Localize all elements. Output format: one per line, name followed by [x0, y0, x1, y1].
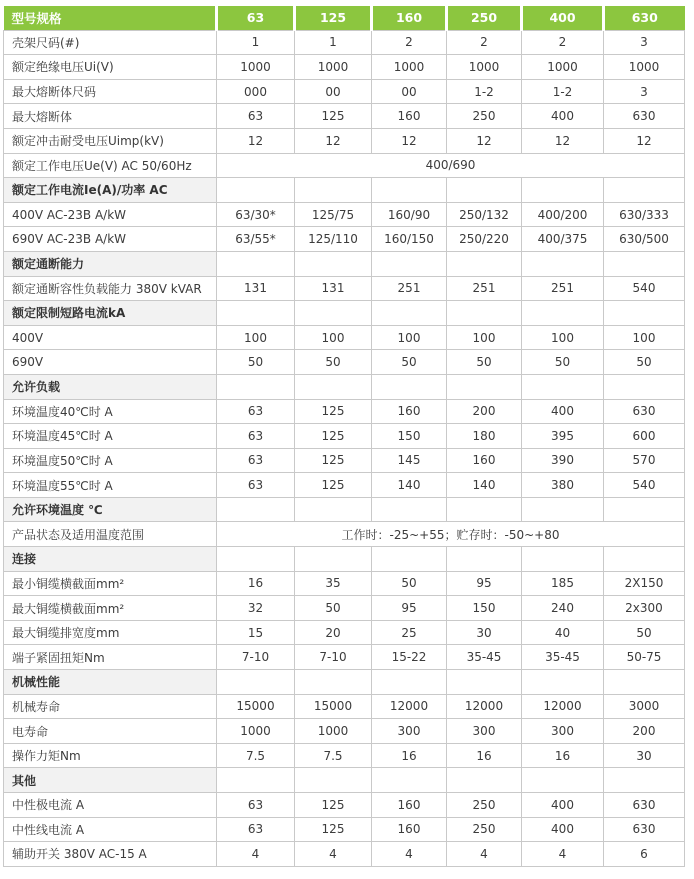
section-row: [4, 670, 685, 695]
value-cell: 35-45: [447, 645, 522, 670]
value-cell: 16: [217, 571, 295, 596]
value-cell: 125: [295, 448, 372, 473]
value-cell: 1: [217, 30, 295, 55]
table-row: [4, 325, 685, 350]
table-row: [4, 571, 685, 596]
value-cell: 400: [522, 817, 604, 842]
row-label: 操作力矩Nm: [4, 743, 217, 768]
value-cell: 16: [522, 743, 604, 768]
table-row: [4, 424, 685, 449]
value-cell: 100: [604, 325, 685, 350]
section-empty-cell: [447, 547, 522, 572]
value-cell: 50: [217, 350, 295, 375]
value-cell: 630: [604, 104, 685, 129]
value-cell: 63: [217, 448, 295, 473]
table-row: [4, 350, 685, 375]
value-cell: 250: [447, 817, 522, 842]
header-size: 630: [604, 6, 685, 30]
table-row: [4, 473, 685, 498]
section-empty-cell: [372, 178, 447, 203]
row-label: 辅助开关 380V AC-15 A: [4, 842, 217, 867]
value-cell: 1: [295, 30, 372, 55]
value-cell: 250: [447, 793, 522, 818]
value-cell: 540: [604, 473, 685, 498]
row-label: 环境温度55℃时 A: [4, 473, 217, 498]
section-empty-cell: [295, 768, 372, 793]
value-cell: 1000: [522, 55, 604, 80]
value-cell: 00: [295, 79, 372, 104]
row-label: 中性极电流 A: [4, 793, 217, 818]
value-cell: 250: [447, 104, 522, 129]
value-cell: 160: [372, 399, 447, 424]
value-cell: 6: [604, 842, 685, 867]
section-empty-cell: [604, 301, 685, 326]
value-cell: 12: [372, 128, 447, 153]
section-empty-cell: [217, 178, 295, 203]
value-cell: 35: [295, 571, 372, 596]
value-cell: 15000: [295, 694, 372, 719]
value-cell: 63: [217, 817, 295, 842]
value-cell: 380: [522, 473, 604, 498]
value-cell: 1000: [604, 55, 685, 80]
row-label: 额定通断容性负载能力 380V kVAR: [4, 276, 217, 301]
value-cell: 125: [295, 399, 372, 424]
value-cell: 12000: [447, 694, 522, 719]
value-cell: 1-2: [522, 79, 604, 104]
value-cell: 125/110: [295, 227, 372, 252]
value-cell: 400: [522, 399, 604, 424]
table-row: [4, 448, 685, 473]
value-cell: 145: [372, 448, 447, 473]
value-cell: 1-2: [447, 79, 522, 104]
section-empty-cell: [522, 670, 604, 695]
value-cell: 63/30*: [217, 202, 295, 227]
value-cell: 131: [295, 276, 372, 301]
value-cell: 1000: [217, 719, 295, 744]
table-row: [4, 743, 685, 768]
row-label: 电寿命: [4, 719, 217, 744]
row-label: 额定工作电压Ue(V) AC 50/60Hz: [4, 153, 217, 178]
table-row: [4, 104, 685, 129]
header-size: 160: [372, 6, 447, 30]
value-cell: 125: [295, 424, 372, 449]
section-empty-cell: [604, 768, 685, 793]
table-row: [4, 227, 685, 252]
row-label: 产品状态及适用温度范围: [4, 522, 217, 547]
value-cell: 131: [217, 276, 295, 301]
table-row: [4, 620, 685, 645]
section-empty-cell: [604, 670, 685, 695]
value-cell: 630/500: [604, 227, 685, 252]
value-cell: 630: [604, 817, 685, 842]
section-empty-cell: [217, 547, 295, 572]
value-cell: 12: [295, 128, 372, 153]
section-empty-cell: [372, 547, 447, 572]
table-row: [4, 79, 685, 104]
section-empty-cell: [217, 670, 295, 695]
value-cell: 15000: [217, 694, 295, 719]
value-cell: 12: [604, 128, 685, 153]
value-cell: 100: [295, 325, 372, 350]
section-title: 额定限制短路电流kA: [4, 301, 217, 326]
value-cell: 3: [604, 30, 685, 55]
value-cell: 95: [372, 596, 447, 621]
row-label: 400V AC-23B A/kW: [4, 202, 217, 227]
section-empty-cell: [447, 301, 522, 326]
table-row: [4, 128, 685, 153]
table-row: [4, 55, 685, 80]
section-empty-cell: [447, 670, 522, 695]
value-cell: 7-10: [295, 645, 372, 670]
section-empty-cell: [447, 497, 522, 522]
table-row: [4, 719, 685, 744]
row-label: 环境温度45℃时 A: [4, 424, 217, 449]
value-cell: 63/55*: [217, 227, 295, 252]
value-cell: 160: [372, 793, 447, 818]
row-label: 机械寿命: [4, 694, 217, 719]
value-cell: 00: [372, 79, 447, 104]
value-cell: 125: [295, 104, 372, 129]
value-cell: 12: [217, 128, 295, 153]
value-cell: 160: [372, 104, 447, 129]
value-cell: 50: [604, 620, 685, 645]
value-cell: 12000: [522, 694, 604, 719]
value-cell: 12000: [372, 694, 447, 719]
value-cell: 630: [604, 399, 685, 424]
value-cell: 12: [447, 128, 522, 153]
value-cell: 570: [604, 448, 685, 473]
value-cell: 185: [522, 571, 604, 596]
section-empty-cell: [522, 251, 604, 276]
value-cell: 630/333: [604, 202, 685, 227]
section-empty-cell: [522, 178, 604, 203]
section-empty-cell: [217, 374, 295, 399]
value-cell: 300: [372, 719, 447, 744]
value-cell: 100: [372, 325, 447, 350]
section-empty-cell: [217, 251, 295, 276]
header-size: 400: [522, 6, 604, 30]
value-cell: 63: [217, 424, 295, 449]
section-row: [4, 497, 685, 522]
value-cell: 4: [522, 842, 604, 867]
section-row: [4, 547, 685, 572]
section-empty-cell: [604, 497, 685, 522]
value-cell: 15-22: [372, 645, 447, 670]
section-empty-cell: [447, 768, 522, 793]
merged-value-cell: 400/690: [217, 153, 685, 178]
value-cell: 140: [372, 473, 447, 498]
section-empty-cell: [522, 768, 604, 793]
value-cell: 400/200: [522, 202, 604, 227]
row-label: 最大熔断体尺码: [4, 79, 217, 104]
value-cell: 50: [522, 350, 604, 375]
section-empty-cell: [295, 301, 372, 326]
section-empty-cell: [522, 497, 604, 522]
section-title: 额定工作电流Ie(A)/功率 AC: [4, 178, 217, 203]
section-row: [4, 251, 685, 276]
section-empty-cell: [295, 547, 372, 572]
merged-value-cell: 工作时：-25~+55；贮存时：-50~+80: [217, 522, 685, 547]
value-cell: 100: [522, 325, 604, 350]
value-cell: 63: [217, 473, 295, 498]
value-cell: 400: [522, 793, 604, 818]
value-cell: 125/75: [295, 202, 372, 227]
row-label: 环境温度40℃时 A: [4, 399, 217, 424]
row-label: 环境温度50℃时 A: [4, 448, 217, 473]
table-row: [4, 202, 685, 227]
value-cell: 2: [447, 30, 522, 55]
row-label: 壳架尺码(#): [4, 30, 217, 55]
value-cell: 395: [522, 424, 604, 449]
section-empty-cell: [604, 251, 685, 276]
value-cell: 160: [447, 448, 522, 473]
section-empty-cell: [217, 768, 295, 793]
value-cell: 150: [447, 596, 522, 621]
value-cell: 400: [522, 104, 604, 129]
value-cell: 180: [447, 424, 522, 449]
table-row: [4, 793, 685, 818]
row-label: 最大铜缆排宽度mm: [4, 620, 217, 645]
value-cell: 12: [522, 128, 604, 153]
value-cell: 1000: [295, 719, 372, 744]
section-empty-cell: [447, 251, 522, 276]
value-cell: 4: [295, 842, 372, 867]
value-cell: 20: [295, 620, 372, 645]
specification-table-body: [4, 6, 685, 866]
row-label: 端子紧固扭矩Nm: [4, 645, 217, 670]
section-row: [4, 178, 685, 203]
value-cell: 50: [447, 350, 522, 375]
value-cell: 160: [372, 817, 447, 842]
section-empty-cell: [217, 301, 295, 326]
value-cell: 390: [522, 448, 604, 473]
section-row: [4, 301, 685, 326]
section-title: 允许负载: [4, 374, 217, 399]
value-cell: 50: [295, 350, 372, 375]
value-cell: 125: [295, 817, 372, 842]
header-size: 125: [295, 6, 372, 30]
section-empty-cell: [295, 374, 372, 399]
value-cell: 250/220: [447, 227, 522, 252]
section-empty-cell: [372, 374, 447, 399]
section-empty-cell: [372, 497, 447, 522]
value-cell: 7-10: [217, 645, 295, 670]
value-cell: 1000: [447, 55, 522, 80]
value-cell: 1000: [295, 55, 372, 80]
value-cell: 63: [217, 793, 295, 818]
value-cell: 3: [604, 79, 685, 104]
value-cell: 7.5: [295, 743, 372, 768]
specification-table: [3, 6, 685, 867]
value-cell: 32: [217, 596, 295, 621]
value-cell: 63: [217, 104, 295, 129]
value-cell: 140: [447, 473, 522, 498]
value-cell: 400/375: [522, 227, 604, 252]
table-row: [4, 153, 685, 178]
value-cell: 100: [447, 325, 522, 350]
row-label: 额定冲击耐受电压Uimp(kV): [4, 128, 217, 153]
value-cell: 2X150: [604, 571, 685, 596]
section-empty-cell: [447, 374, 522, 399]
value-cell: 4: [217, 842, 295, 867]
value-cell: 2x300: [604, 596, 685, 621]
section-empty-cell: [372, 768, 447, 793]
section-title: 允许环境温度 ℃: [4, 497, 217, 522]
section-title: 连接: [4, 547, 217, 572]
row-label: 中性线电流 A: [4, 817, 217, 842]
value-cell: 1000: [217, 55, 295, 80]
value-cell: 251: [522, 276, 604, 301]
table-row: [4, 30, 685, 55]
value-cell: 000: [217, 79, 295, 104]
row-label: 400V: [4, 325, 217, 350]
value-cell: 95: [447, 571, 522, 596]
value-cell: 240: [522, 596, 604, 621]
value-cell: 251: [372, 276, 447, 301]
table-row: [4, 276, 685, 301]
table-row: [4, 694, 685, 719]
value-cell: 150: [372, 424, 447, 449]
row-label: 690V: [4, 350, 217, 375]
section-empty-cell: [604, 374, 685, 399]
section-empty-cell: [522, 547, 604, 572]
section-empty-cell: [295, 178, 372, 203]
header-row: [4, 6, 685, 30]
value-cell: 30: [447, 620, 522, 645]
value-cell: 50: [372, 571, 447, 596]
section-empty-cell: [447, 178, 522, 203]
row-label: 最大铜缆横截面mm²: [4, 596, 217, 621]
section-empty-cell: [372, 301, 447, 326]
row-label: 690V AC-23B A/kW: [4, 227, 217, 252]
section-title: 机械性能: [4, 670, 217, 695]
value-cell: 4: [447, 842, 522, 867]
value-cell: 160/150: [372, 227, 447, 252]
table-row: [4, 522, 685, 547]
value-cell: 3000: [604, 694, 685, 719]
value-cell: 250/132: [447, 202, 522, 227]
value-cell: 50: [604, 350, 685, 375]
section-empty-cell: [604, 178, 685, 203]
value-cell: 50: [372, 350, 447, 375]
table-row: [4, 842, 685, 867]
value-cell: 30: [604, 743, 685, 768]
value-cell: 50-75: [604, 645, 685, 670]
value-cell: 1000: [372, 55, 447, 80]
section-empty-cell: [604, 547, 685, 572]
value-cell: 200: [447, 399, 522, 424]
value-cell: 300: [522, 719, 604, 744]
section-empty-cell: [295, 497, 372, 522]
value-cell: 630: [604, 793, 685, 818]
header-label: 型号规格: [4, 6, 217, 30]
value-cell: 7.5: [217, 743, 295, 768]
header-size: 63: [217, 6, 295, 30]
value-cell: 16: [447, 743, 522, 768]
value-cell: 200: [604, 719, 685, 744]
value-cell: 2: [372, 30, 447, 55]
section-title: 额定通断能力: [4, 251, 217, 276]
row-label: 最大熔断体: [4, 104, 217, 129]
value-cell: 125: [295, 793, 372, 818]
section-empty-cell: [522, 301, 604, 326]
section-row: [4, 374, 685, 399]
value-cell: 40: [522, 620, 604, 645]
table-row: [4, 399, 685, 424]
header-size: 250: [447, 6, 522, 30]
table-row: [4, 596, 685, 621]
value-cell: 63: [217, 399, 295, 424]
value-cell: 16: [372, 743, 447, 768]
section-empty-cell: [372, 251, 447, 276]
section-empty-cell: [295, 251, 372, 276]
section-empty-cell: [522, 374, 604, 399]
value-cell: 600: [604, 424, 685, 449]
value-cell: 35-45: [522, 645, 604, 670]
value-cell: 25: [372, 620, 447, 645]
value-cell: 4: [372, 842, 447, 867]
value-cell: 15: [217, 620, 295, 645]
section-title: 其他: [4, 768, 217, 793]
row-label: 额定绝缘电压Ui(V): [4, 55, 217, 80]
table-row: [4, 645, 685, 670]
value-cell: 100: [217, 325, 295, 350]
value-cell: 300: [447, 719, 522, 744]
value-cell: 125: [295, 473, 372, 498]
value-cell: 251: [447, 276, 522, 301]
section-row: [4, 768, 685, 793]
section-empty-cell: [372, 670, 447, 695]
section-empty-cell: [217, 497, 295, 522]
section-empty-cell: [295, 670, 372, 695]
table-row: [4, 817, 685, 842]
value-cell: 50: [295, 596, 372, 621]
value-cell: 2: [522, 30, 604, 55]
value-cell: 540: [604, 276, 685, 301]
value-cell: 160/90: [372, 202, 447, 227]
row-label: 最小铜缆横截面mm²: [4, 571, 217, 596]
